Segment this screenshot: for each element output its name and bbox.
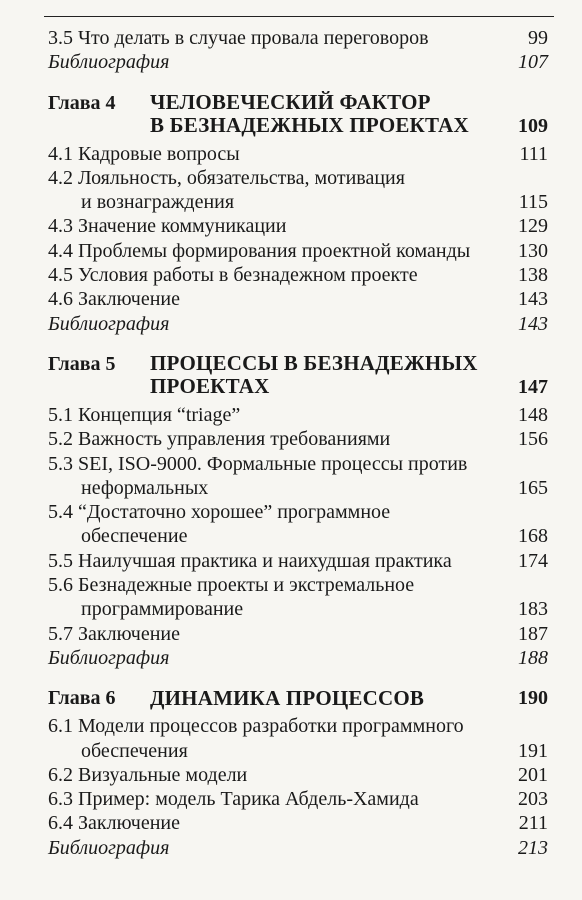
toc-entry-page: 138 <box>518 264 548 287</box>
chapter-title-line: В БЕЗНАДЕЖНЫХ ПРОЕКТАХ <box>150 113 469 138</box>
toc-entry-3-5 <box>48 26 548 50</box>
toc-entry-5-1 <box>48 403 548 427</box>
toc-entry-5-7 <box>48 622 548 646</box>
toc-entry-6-2 <box>48 763 548 787</box>
toc-entry-page: 129 <box>518 215 548 238</box>
toc-entry-page: 201 <box>518 763 548 786</box>
toc-entry-5-4 <box>48 500 548 549</box>
toc-entry-page: 143 <box>518 288 548 311</box>
toc-entry-continuation: обеспечения <box>81 739 188 762</box>
toc-entry-4-6 <box>48 287 548 311</box>
toc-entry-text: 5.2 Важность управления требованиями <box>48 428 391 451</box>
chapter-page: 147 <box>518 375 548 398</box>
toc-entry-page: 143 <box>518 312 548 335</box>
toc-entry-6-4 <box>48 811 548 835</box>
chapter-heading-6 <box>48 686 548 710</box>
toc-entry-page: 115 <box>518 191 548 214</box>
table-of-contents <box>48 26 548 860</box>
toc-entry-text: 4.1 Кадровые вопросы <box>48 142 240 165</box>
chapter-heading-4 <box>48 91 548 138</box>
toc-entry-bibliography <box>48 646 548 670</box>
toc-entry-text: 5.7 Заключение <box>48 622 180 645</box>
toc-entry-line: 5.6 Безнадежные проекты и экстремальное <box>48 574 415 597</box>
toc-entry-5-6 <box>48 573 548 622</box>
toc-entry-4-5 <box>48 263 548 287</box>
toc-entry-page: 191 <box>518 739 548 762</box>
toc-entry-4-2 <box>48 166 548 215</box>
top-rule <box>44 16 554 17</box>
toc-entry-page: 99 <box>528 27 548 49</box>
toc-entry-page: 211 <box>518 812 548 835</box>
toc-entry-text: 6.3 Пример: модель Тарика Абдель-Хамида <box>48 788 419 811</box>
chapter-heading-5 <box>48 352 548 399</box>
toc-entry-page: 187 <box>518 622 548 645</box>
toc-entry-text: 4.5 Условия работы в безнадежном проекте <box>48 264 418 287</box>
toc-entry-5-2 <box>48 427 548 451</box>
toc-entry-continuation: неформальных <box>81 476 209 499</box>
toc-entry-text: 4.4 Проблемы формирования проектной команды <box>48 239 471 262</box>
toc-entry-page: 111 <box>519 142 548 165</box>
toc-entry-bibliography <box>48 312 548 336</box>
chapter-title-line: ПРОЕКТАХ <box>150 374 270 399</box>
toc-entry-line: 6.1 Модели процессов разработки программного <box>48 715 464 738</box>
toc-entry-text: 4.3 Значение коммуникации <box>48 215 287 238</box>
toc-entry-text: 6.4 Заключение <box>48 812 180 835</box>
toc-entry-text: 3.5 Что делать в случае провала переговоров <box>48 27 429 49</box>
toc-entry-text: 5.5 Наилучшая практика и наихудшая практика <box>48 549 452 572</box>
toc-entry-bibliography <box>48 50 548 74</box>
toc-entry-4-1 <box>48 142 548 166</box>
toc-entry-5-5 <box>48 549 548 573</box>
toc-entry-page: 156 <box>518 428 548 451</box>
chapter-label: Глава 5 <box>48 352 116 375</box>
toc-entry-text: Библиография <box>48 836 170 859</box>
toc-entry-continuation: и вознаграждения <box>81 191 235 214</box>
chapter-title-line: ЧЕЛОВЕЧЕСКИЙ ФАКТОР <box>150 89 431 114</box>
toc-entry-page: 168 <box>518 525 548 548</box>
toc-entry-page: 165 <box>518 476 548 499</box>
toc-entry-page: 148 <box>518 403 548 426</box>
chapter-title <box>150 687 502 711</box>
toc-entry-line: 4.2 Лояльность, обязательства, мотивация <box>48 166 405 189</box>
chapter-page: 109 <box>518 114 548 137</box>
toc-entry-line: 5.4 “Достаточно хорошее” программное <box>48 501 391 524</box>
chapter-label: Глава 4 <box>48 91 116 114</box>
toc-entry-page: 174 <box>518 549 548 572</box>
toc-entry-text: Библиография <box>48 312 170 335</box>
toc-entry-text: 5.1 Концепция “triage” <box>48 403 241 426</box>
toc-entry-page: 213 <box>518 836 548 859</box>
toc-entry-5-3 <box>48 452 548 501</box>
toc-entry-text <box>48 452 502 501</box>
toc-entry-6-1 <box>48 714 548 763</box>
chapter-title-line: ПРОЦЕССЫ В БЕЗНАДЕЖНЫХ <box>150 350 478 375</box>
chapter-title <box>150 352 502 399</box>
toc-entry-continuation: обеспечение <box>81 525 188 548</box>
chapter-label: Глава 6 <box>48 687 116 710</box>
toc-entry-text: 6.2 Визуальные модели <box>48 763 248 786</box>
toc-entry-text <box>48 714 502 763</box>
toc-entry-text <box>48 573 502 622</box>
toc-entry-6-3 <box>48 787 548 811</box>
toc-entry-page: 130 <box>518 239 548 262</box>
toc-entry-page: 188 <box>518 646 548 669</box>
toc-entry-text: Библиография <box>48 51 170 74</box>
toc-entry-page: 203 <box>518 788 548 811</box>
toc-entry-text: 4.6 Заключение <box>48 288 180 311</box>
chapter-page: 190 <box>518 687 548 710</box>
toc-entry-page: 183 <box>518 598 548 621</box>
toc-entry-continuation: программирование <box>81 598 244 621</box>
chapter-title-line: ДИНАМИКА ПРОЦЕССОВ <box>150 685 425 710</box>
chapter-title <box>150 91 502 138</box>
toc-entry-page: 107 <box>518 51 548 74</box>
toc-entry-text: Библиография <box>48 646 170 669</box>
toc-entry-4-4 <box>48 239 548 263</box>
toc-entry-text <box>48 500 502 549</box>
toc-entry-line: 5.3 SEI, ISO-9000. Формальные процессы против <box>48 452 468 475</box>
toc-entry-text <box>48 166 502 215</box>
toc-entry-4-3 <box>48 214 548 238</box>
toc-entry-bibliography <box>48 836 548 860</box>
